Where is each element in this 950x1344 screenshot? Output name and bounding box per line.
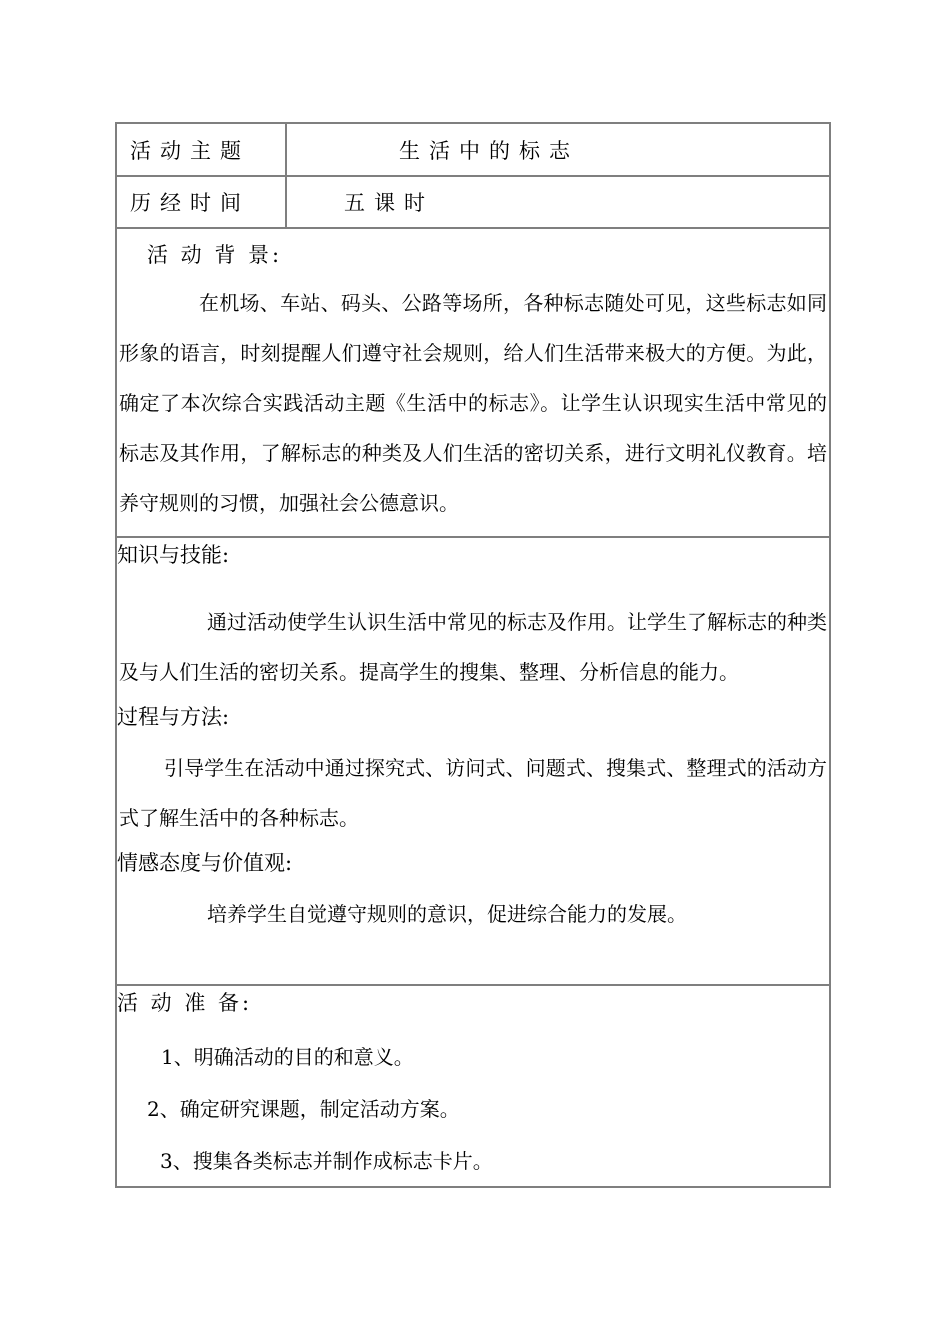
background-paragraph: 在机场、车站、码头、公路等场所，各种标志随处可见，这些标志如同形象的语言，时刻提醒人们遵守社会规则，给人们生活带来极大的方便。为此，确定了本次综合实践活动主题《生活中的标志》。让学生认识现实生活中常见的标志及其作用，了解标志的种类及人们生活的密切关系，进行文明礼仪教育。培养守规则的习惯，加强社会公德意识。 <box>119 291 827 515</box>
preparation-item: 1、明确活动的目的和意义。 <box>161 1045 414 1069</box>
duration-value: 五课时 <box>344 191 434 215</box>
knowledge-text: 通过活动使学生认识生活中常见的标志及作用。让学生了解标志的种类及与人们生活的密切关系。提高学生的搜集、整理、分析信息的能力。 <box>119 610 827 684</box>
lesson-plan-table <box>115 122 831 1188</box>
knowledge-title: 知识与技能: <box>117 543 230 567</box>
preparation-item: 2、确定研究课题，制定活动方案。 <box>147 1097 460 1121</box>
preparation-title: 活 动 准 备: <box>117 991 253 1015</box>
preparation-item: 3、搜集各类标志并制作成标志卡片。 <box>160 1149 493 1173</box>
activity-theme-label: 活动主题 <box>117 124 287 175</box>
section-background <box>117 235 829 538</box>
background-title: 活 动 背 景: <box>147 243 283 267</box>
emotion-title: 情感态度与价值观: <box>117 851 293 875</box>
process-title: 过程与方法: <box>117 705 230 729</box>
row-activity-theme <box>117 124 829 177</box>
section-preparation <box>117 983 829 1186</box>
duration-label: 历经时间 <box>117 177 287 227</box>
process-text: 引导学生在活动中通过探究式、访问式、问题式、搜集式、整理式的活动方式了解生活中的各种标志。 <box>119 756 827 830</box>
row-duration <box>117 177 829 229</box>
emotion-text: 培养学生自觉遵守规则的意识，促进综合能力的发展。 <box>207 902 687 926</box>
section-objectives <box>117 535 829 986</box>
activity-theme-value: 生活中的标志 <box>399 138 579 163</box>
